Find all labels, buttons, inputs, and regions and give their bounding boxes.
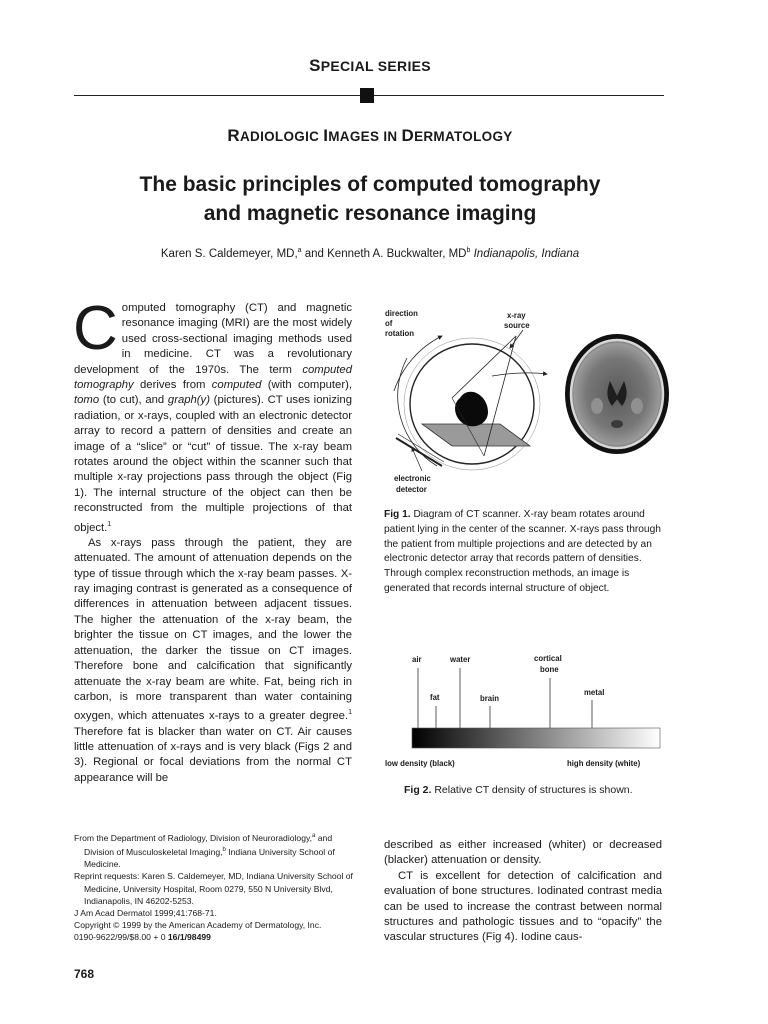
fig1-label-direction: direction	[385, 309, 418, 318]
author-location: Indianapolis, Indiana	[473, 247, 580, 260]
fig2-label-air: air	[412, 655, 422, 664]
fig2-density-scale	[382, 648, 672, 773]
body-left-column	[73, 294, 352, 786]
paragraph-2: As x-rays pass through the patient, they are attenuated. The amount of attenuation depends on the type of tissue through which the x-ray beam passes. X-ray imaging contrast is generated as a consequence of differences in attenuation between adjacent tissues. The higher the attenuation of the x-ray beam, the brighter the tissue on CT images, and the lower the attenuation, the darker the tissue on CT images. Therefore bone and calcification that significantly attenuate the x-ray beam are white. Fat, being rich in carbon, is more transparent than water containing oxygen, which attenuates x-rays to a greater degree.$^1$ Therefore fat is blacker than water on CT. Air causes little attenuation of x-rays and is very black (Figs 2 and 3). Regional or focal deviations from the normal CT appearance will be	[74, 536, 352, 784]
fig2-label-high: high density (white)	[567, 759, 641, 768]
title-line-1: The basic principles of computed tomography	[139, 173, 601, 196]
series-heading: SPECIAL SERIES	[309, 56, 431, 75]
fig1-label-rotation: rotation	[385, 329, 415, 338]
body-right-column	[384, 838, 662, 946]
footnote-affiliation: From the Department of Radiology, Division of Neuroradiology,$^a$ and Division of Musculoskeletal Imaging,$^b$ Indiana University School of Medicine.	[74, 832, 335, 870]
density-gradient-bar	[412, 728, 660, 748]
fig1-label-of: of	[385, 319, 393, 328]
fig2-caption: Fig 2. Relative CT density of structures is shown.	[404, 784, 633, 796]
footnote-journal: J Am Acad Dermatol 1999;41:768-71.	[74, 907, 217, 918]
fig2-label-water: water	[450, 655, 471, 664]
page-number: 768	[74, 967, 95, 981]
article-title	[60, 170, 680, 228]
fig1-label-source: source	[504, 321, 530, 330]
footnote-copyright: Copyright © 1999 by the American Academy of Dermatology, Inc.	[74, 920, 322, 931]
fig1-label-electronic: electronic	[394, 474, 431, 483]
fig2-label-fat: fat	[430, 693, 440, 702]
paragraph-1: Computed tomography (CT) and magnetic resonance imaging (MRI) are the most widely used cross-sectional imaging methods used in medicine. CT was a revolutionary development of the 1970s. The term computed tomography derives from computed (with computer), tomo (to cut), and graph(y) (pictures). CT uses ionizing radiation, or x-rays, coupled with an electronic detector array to record a pattern of densities and create an image of a “slice” or “cut” of tissue. The x-ray beam rotates around the object within the scanner such that multiple x-ray projections pass through the object (Fig 1). The internal structure of the object can then be reconstructed from the multiple projections of that object.$^1$	[73, 294, 352, 534]
source-pointer	[510, 330, 523, 348]
brain-thalamus-right	[631, 398, 643, 414]
footnote-reprint: Reprint requests: Karen S. Caldemeyer, MD, Indiana University School of Medicine, University Hospital, Room 0279, 550 N University Blvd, Indianapolis, IN 46202-5253.	[74, 871, 353, 906]
fig2-label-brain: brain	[480, 694, 500, 703]
fig1-ct-scanner-diagram	[382, 306, 672, 501]
reconstruction-arrow	[492, 373, 547, 376]
fig2-label-low: low density (black)	[385, 759, 455, 768]
drop-cap: C	[73, 294, 118, 363]
fig1-caption: Fig 1. Diagram of CT scanner. X-ray beam rotates around patient lying in the center of the scanner. X-rays pass through the patient from multiple projections and are detected by an electronic detector array that records pattern of densities. Through complex reconstruction methods, an image is generated that records internal structure of object.	[384, 509, 661, 594]
fig2-label-bone: bone	[540, 665, 559, 674]
patient-table	[422, 424, 530, 446]
fig1-label-xray: x-ray	[507, 311, 526, 320]
right-paragraph-1: described as either increased (whiter) or decreased (blacker) attenuation or density.	[384, 839, 662, 867]
fig2-label-cortical: cortical	[534, 654, 562, 663]
footnotes	[74, 830, 354, 944]
author-line: Karen S. Caldemeyer, MD,$^a$ and Kenneth A. Buckwalter, $MD^b$ Indianapolis, Indiana	[160, 247, 580, 260]
patient-object	[455, 392, 488, 427]
footnote-code: 0190-9622/99/$8.00 + 0 16/1/98499	[74, 932, 211, 943]
fig1-label-detector: detector	[396, 485, 427, 494]
brain-thalamus-left	[591, 398, 603, 414]
brain-cistern	[611, 420, 623, 428]
fig2-label-metal: metal	[584, 688, 605, 697]
right-paragraph-2: CT is excellent for detection of calcification and evaluation of bone structures. Iodinated contrast media can be used to increase the contrast between normal structures and pathologic tissues and to “opacify” the vascular structures (Fig 4). Iodine caus-	[384, 869, 662, 944]
title-line-2: and magnetic resonance imaging	[203, 202, 537, 225]
header-rule-square	[360, 88, 374, 103]
section-heading: RADIOLOGIC IMAGES IN DERMATOLOGY	[227, 126, 513, 145]
